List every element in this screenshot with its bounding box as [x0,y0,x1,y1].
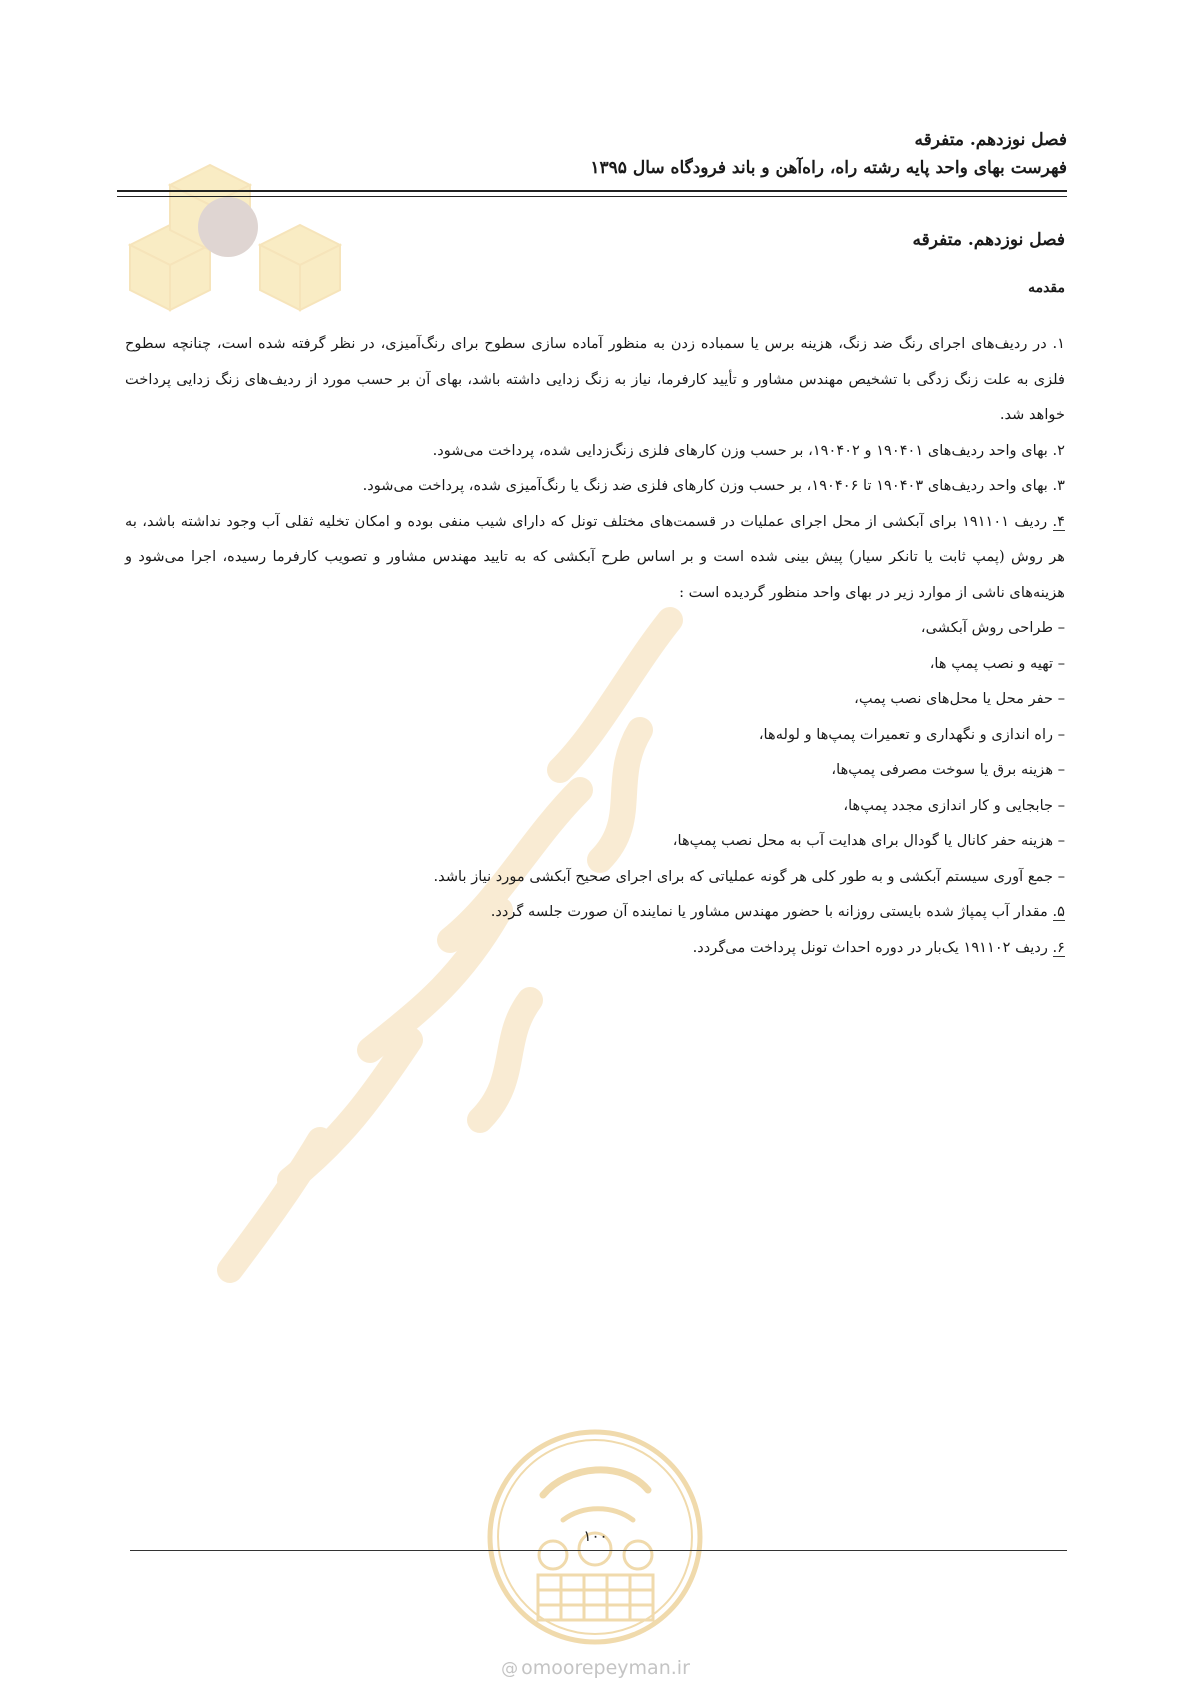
paragraph-text: مقدار آب پمپاژ شده بایستی روزانه با حضور مهندس مشاور یا نماینده آن صورت جلسه گردد. [490,903,1053,920]
pumping-costs-list [125,610,1065,894]
paragraph-4 [125,504,1065,611]
paragraph-3 [125,468,1065,504]
list-item: – هزینه برق یا سوخت مصرفی پمپ‌ها، [831,761,1065,778]
paragraph-text: بهای واحد ردیف‌های ۱۹۰۴۰۳ تا ۱۹۰۴۰۶، بر حسب وزن کارهای فلزی ضد زنگ یا رنگ‌آمیزی شده، پرداخت می‌شود. [362,477,1053,494]
paragraph-number: ۳. [1052,477,1065,494]
list-item: – طراحی روش آبکشی، [920,619,1065,636]
paragraph-text: در ردیف‌های اجرای رنگ ضد زنگ، هزینه برس یا سمباده زدن به منظور آماده سازی سطوح برای رنگ‌آمیزی، در نظر گرفته شده است، چنانچه سطوح فلزی به علت زنگ زدگی با تشخیص مهندس مشاور و تأیید کارفرما، نیاز به زنگ زدایی داشته باشد، بهای آن بر حسب مورد از ردیف‌های زنگ زدایی پرداخت خواهد شد. [125,335,1065,423]
list-item: – جابجایی و کار اندازی مجدد پمپ‌ها، [843,796,1065,814]
list-item: – هزینه حفر کانال یا گودال برای هدایت آب به محل نصب پمپ‌ها، [672,832,1065,849]
list-item: – راه اندازی و نگهداری و تعمیرات پمپ‌ها و لوله‌ها، [758,725,1065,743]
paragraph-6 [125,930,1065,966]
paragraph-number: ۵. [1052,903,1065,920]
header-double-rule [117,190,1067,197]
paragraph-number: ۲. [1052,441,1065,459]
section-title: فصل نوزدهم. متفرقه [912,230,1065,250]
footer-rule [130,1550,1067,1551]
watermark-site-text: omoorepeyman.ir [521,1657,690,1679]
chapter-running-title: فصل نوزدهم. متفرقه [914,130,1067,150]
page-header [117,126,1067,182]
paragraph-5 [125,894,1065,930]
section-subheading: مقدمه [1028,280,1065,296]
paragraph-1 [125,326,1065,433]
paragraph-2 [125,433,1065,469]
list-item: – تهیه و نصب پمپ ها، [929,654,1065,672]
paragraph-list [125,326,1065,965]
paragraph-text: بهای واحد ردیف‌های ۱۹۰۴۰۱ و ۱۹۰۴۰۲، بر حسب وزن کارهای فلزی زنگ‌زدایی شده، پرداخت می‌شود. [432,441,1053,459]
paragraph-text: ردیف ۱۹۱۱۰۱ برای آبکشی از محل اجرای عملیات در قسمت‌های مختلف تونل که دارای شیب منفی بوده و امکان تخلیه ثقلی آب وجود نداشته باشد، به هر روش (پمپ ثابت یا تانکر سیار) پیش بینی شده است و بر اساس طرح آبکشی که به تایید مهندس مشاور و تصویب کارفرما رسیده، اجرا می‌شود و هزینه‌های ناشی از موارد زیر در بهای واحد منظور گردیده است : [125,512,1065,601]
page-number: ۱۰۰ [583,1527,608,1545]
watermark-site-url [0,1657,1191,1679]
list-item: – جمع آوری سیستم آبکشی و به طور کلی هر گونه عملیاتی که برای اجرای صحیح آبکشی مورد نیاز باشد. [433,867,1065,885]
paragraph-text: ردیف ۱۹۱۱۰۲ یک‌بار در دوره احداث تونل پرداخت می‌گردد. [692,938,1053,956]
paragraph-number: ۴. [1052,512,1065,530]
paragraph-number: ۶. [1052,938,1065,956]
paragraph-number: ۱. [1052,335,1065,352]
page-content [125,226,1065,965]
at-sign-icon: @ [501,1659,519,1679]
book-running-title: فهرست بهای واحد پایه رشته راه، راه‌آهن و باند فرودگاه سال ۱۳۹۵ [590,158,1067,178]
list-item: – حفر محل یا محل‌های نصب پمپ، [854,690,1065,707]
